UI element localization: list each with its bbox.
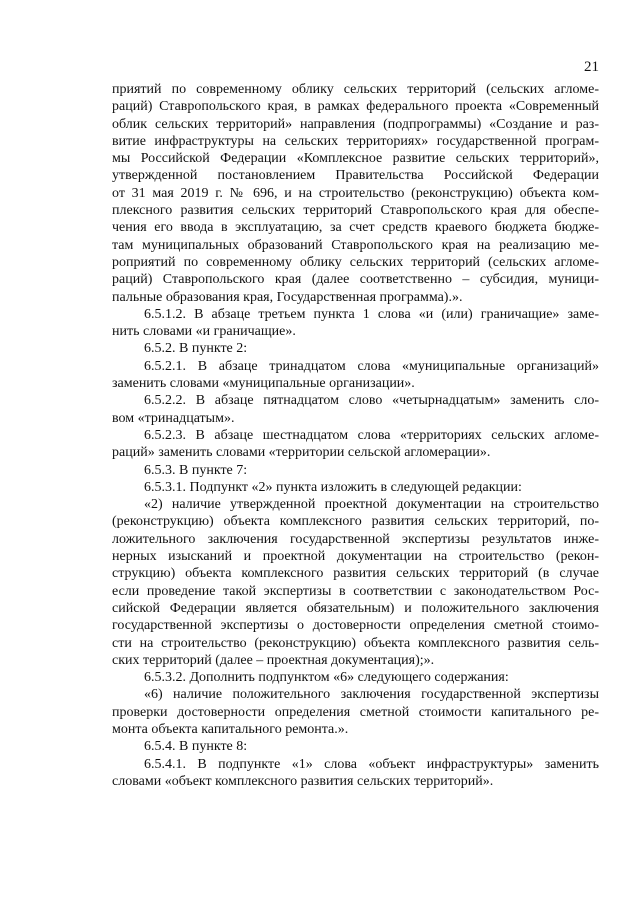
text-line: витие инфраструктуры на сельских территориях» государственной програм- <box>112 133 599 149</box>
text-line: 6.5.2.3. В абзаце шестнадцатом слова «территориях сельских агломе- <box>144 427 599 443</box>
text-line: «2) наличие утвержденной проектной документации на строительство <box>144 497 599 513</box>
document-body <box>112 81 599 790</box>
paragraph <box>112 686 599 738</box>
paragraph <box>112 358 599 393</box>
paragraph <box>112 462 599 479</box>
page-number: 21 <box>584 59 599 75</box>
paragraph <box>112 392 599 427</box>
text-line: 6.5.3.2. Дополнить подпунктом «6» следующего содержания: <box>144 670 509 686</box>
text-line: вом «тринадцатым». <box>112 410 235 426</box>
paragraph <box>112 306 599 341</box>
text-line: утвержденной постановлением Правительства Российской Федерации <box>112 168 599 184</box>
text-line: нерных изысканий и проектной документации на строительство (рекон- <box>112 549 599 565</box>
text-line: 6.5.4.1. В подпункте «1» слова «объект инфраструктуры» заменить <box>144 756 599 772</box>
text-line: раций» заменить словами «территории сельской агломерации». <box>112 445 491 461</box>
paragraph <box>112 479 599 496</box>
text-line: ложительного заключения государственной экспертизы результатов инже- <box>112 531 599 547</box>
text-line: нить словами «и граничащие». <box>112 324 296 340</box>
text-line: сийской Федерации является обязательным) и положительного заключения <box>112 600 599 616</box>
text-line: 6.5.3. В пункте 7: <box>144 462 248 478</box>
text-line: (реконструкцию) объекта комплексного развития сельских территорий, по- <box>112 514 599 530</box>
text-line: 6.5.2.1. В абзаце тринадцатом слова «муниципальные организаций» <box>144 358 599 374</box>
text-line: мы Российской Федерации «Комплексное развитие сельских территорий», <box>112 151 599 167</box>
text-line: облик сельских территорий» направления (подпрограммы) «Создание и раз- <box>112 116 599 132</box>
text-line: 6.5.2.2. В абзаце пятнадцатом слово «четырнадцатым» заменить сло- <box>144 393 599 409</box>
paragraph <box>112 496 599 669</box>
text-line: если проведение такой экспертизы в соответствии с законодательством Рос- <box>112 583 599 599</box>
text-line: проверки достоверности определения сметной стоимости капитального ре- <box>112 704 599 720</box>
paragraph <box>112 738 599 755</box>
paragraph <box>112 427 599 462</box>
text-line: 6.5.2. В пункте 2: <box>144 341 248 357</box>
text-line: заменить словами «муниципальные организации». <box>112 376 415 392</box>
text-line: там муниципальных образований Ставропольского края на реализацию ме- <box>112 237 599 253</box>
text-line: государственной экспертизы о достоверности определения сметной стоимо- <box>112 618 599 634</box>
text-line: словами «объект комплексного развития сельских территорий». <box>112 773 494 789</box>
text-line: пальные образования края, Государственная программа).». <box>112 289 463 305</box>
paragraph <box>112 81 599 306</box>
paragraph <box>112 340 599 357</box>
text-line: 6.5.4. В пункте 8: <box>144 739 248 755</box>
paragraph <box>112 756 599 791</box>
text-line: приятий по современному облику сельских территорий (сельских агломе- <box>112 82 599 97</box>
text-line: раций) Ставропольского края (далее соответственно – субсидия, муници- <box>112 272 599 288</box>
text-line: сти на строительство (реконструкцию) объекта комплексного развития сель- <box>112 635 599 651</box>
text-line: 6.5.1.2. В абзаце третьем пункта 1 слова «и (или) граничащие» заме- <box>144 306 599 322</box>
text-line: монта объекта капитального ремонта.». <box>112 721 349 737</box>
text-line: ских территорий (далее – проектная документация);». <box>112 652 435 668</box>
text-line: раций) Ставропольского края, в рамках федерального проекта «Современный <box>112 99 599 115</box>
text-line: от 31 мая 2019 г. № 696, и на строительство (реконструкцию) объекта ком- <box>112 185 599 201</box>
text-line: чения его ввода в эксплуатацию, за счет средств краевого бюджета бюджe- <box>112 220 599 236</box>
text-line: плексного развития сельских территорий Ставропольского края для обеспе- <box>112 203 599 219</box>
text-line: струкцию) объекта комплексного развития сельских территорий (в случае <box>112 566 599 582</box>
text-line: «6) наличие положительного заключения государственной экспертизы <box>144 687 599 703</box>
text-line: роприятий по современному облику сельских территорий (сельских агломе- <box>112 254 599 270</box>
text-line: 6.5.3.1. Подпункт «2» пункта изложить в следующей редакции: <box>144 479 522 495</box>
paragraph <box>112 669 599 686</box>
